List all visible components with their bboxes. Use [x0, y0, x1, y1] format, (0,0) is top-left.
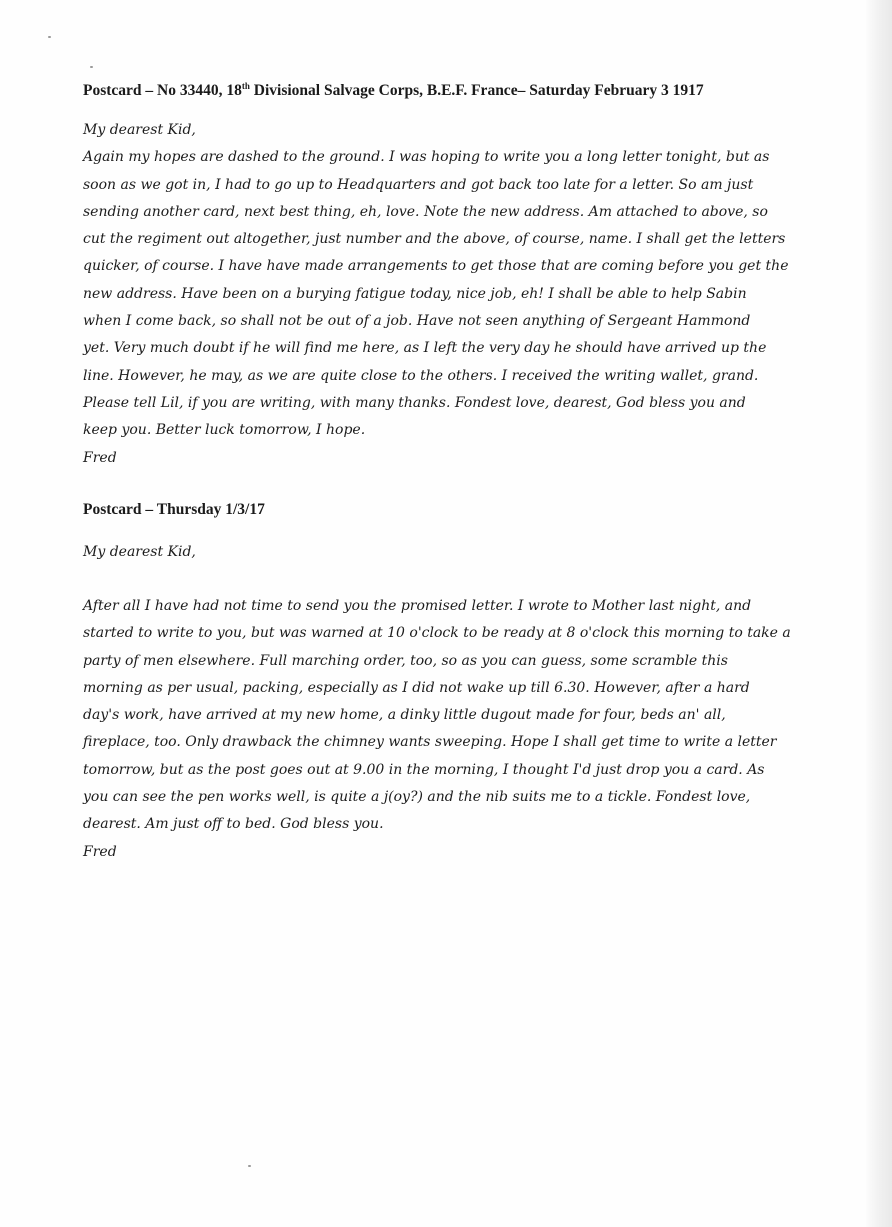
scan-edge-shadow — [866, 0, 892, 1227]
postcard-1-body-line: cut the regiment out altogether, just number and the above, of course, name. I shall get the letters — [83, 231, 786, 248]
postcard-1-heading-prefix: Postcard – No 33440, 18 — [83, 82, 242, 100]
postcard-1-body-line: when I come back, so shall not be out of a job. Have not seen anything of Sergeant Hammond — [83, 313, 751, 330]
postcard-2-body-line: tomorrow, but as the post goes out at 9.00 in the morning, I thought I'd just drop you a card. As — [83, 761, 765, 778]
postcard-1-body-line: soon as we got in, I had to go up to Headquarters and got back too late for a letter. So am just — [83, 176, 754, 193]
postcard-2-body-line: started to write to you, but was warned at 10 o'clock to be ready at 8 o'clock this morning to take a — [83, 625, 791, 642]
postcard-1-body-line: yet. Very much doubt if he will find me here, as I left the very day he should have arrived up the — [83, 340, 767, 357]
postcard-1-body-line: Please tell Lil, if you are writing, with many thanks. Fondest love, dearest, God bless you and — [83, 394, 746, 411]
postcard-1-body-line: new address. Have been on a burying fatigue today, nice job, eh! I shall be able to help Sabin — [83, 285, 747, 302]
postcard-1-body-line: Again my hopes are dashed to the ground. I was hoping to write you a long letter tonight, but as — [83, 149, 770, 166]
postcard-1-salutation: My dearest Kid, — [83, 122, 196, 138]
postcard-2-salutation-block — [83, 539, 798, 566]
postcard-1-signature: Fred — [83, 449, 117, 466]
scan-speck — [90, 66, 93, 68]
postcard-1-body-line: sending another card, next best thing, eh, love. Note the new address. Am attached to above, so — [83, 203, 768, 220]
postcard-1-heading-suffix: Divisional Salvage Corps, B.E.F. France– Saturday February 3 1917 — [249, 82, 704, 100]
postcard-1-heading-ordinal: th — [241, 81, 250, 91]
scan-speck — [248, 1165, 251, 1167]
postcard-2-letter — [83, 593, 798, 866]
postcard-1-body-line: keep you. Better luck tomorrow, I hope. — [83, 422, 366, 439]
postcard-1-letter — [83, 117, 798, 472]
postcard-1-body-line: quicker, of course. I have have made arrangements to get those that are coming before you get the — [83, 258, 789, 275]
postcard-1-body-line: line. However, he may, as we are quite close to the others. I received the writing wallet, grand. — [83, 367, 759, 384]
postcard-1-heading — [83, 81, 704, 100]
postcard-2-body-line: dearest. Am just off to bed. God bless you. — [83, 816, 384, 833]
postcard-2-body-line: morning as per usual, packing, especially as I did not wake up till 6.30. However, after a hard — [83, 679, 750, 696]
postcard-2-heading: Postcard – Thursday 1/3/17 — [83, 501, 265, 518]
postcard-2-body-line: After all I have had not time to send you the promised letter. I wrote to Mother last night, and — [83, 598, 752, 614]
postcard-2-signature: Fred — [83, 843, 117, 860]
postcard-2-salutation: My dearest Kid, — [83, 544, 196, 560]
postcard-2-body-line: day's work, have arrived at my new home, a dinky little dugout made for four, beds an' all, — [83, 707, 726, 724]
postcard-2-body-line: you can see the pen works well, is quite a j(oy?) and the nib suits me to a tickle. Fondest love, — [83, 789, 751, 806]
scan-speck — [48, 36, 51, 38]
postcard-2-body-line: party of men elsewhere. Full marching order, too, so as you can guess, some scramble this — [83, 652, 728, 669]
postcard-2-body-line: fireplace, too. Only drawback the chimney wants sweeping. Hope I shall get time to write a letter — [83, 734, 777, 751]
